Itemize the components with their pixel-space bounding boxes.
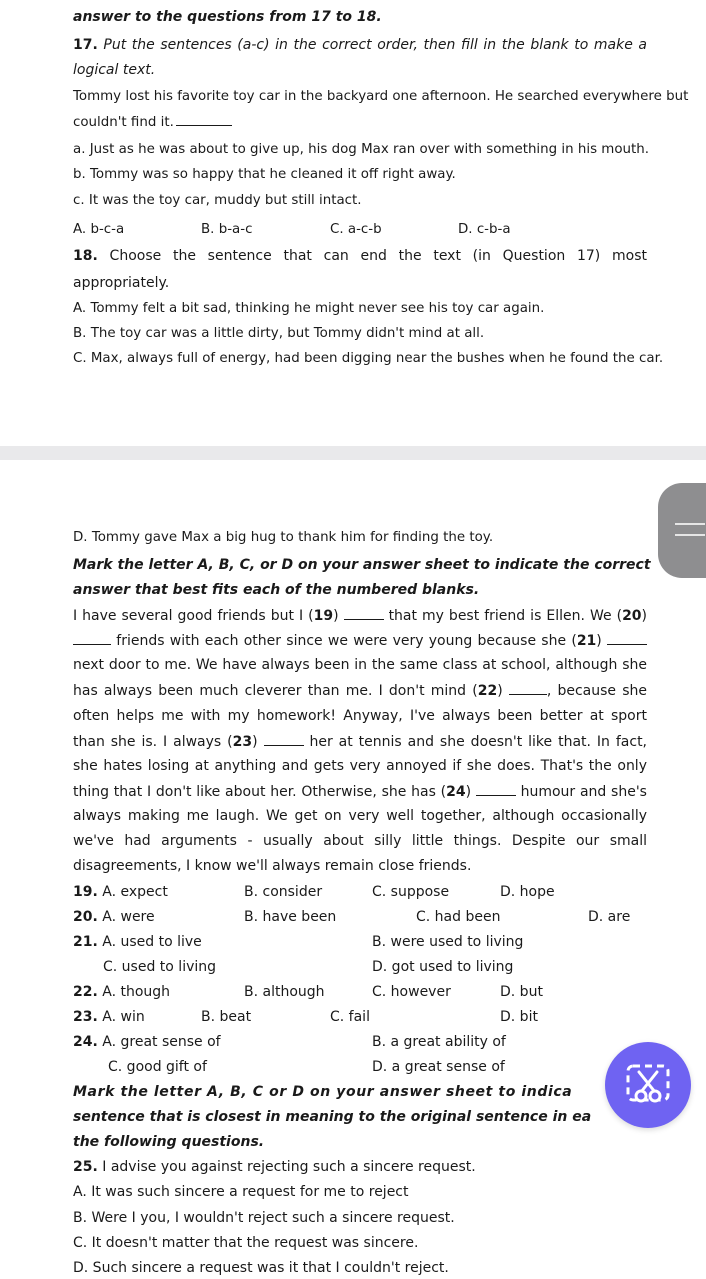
q19-option-d: D. hope	[500, 884, 555, 900]
passage-line: friends with each other since we were very young because she (21)	[73, 632, 647, 649]
page-separator	[0, 446, 706, 460]
q24-option-d: D. a great sense of	[372, 1059, 505, 1075]
passage-line: she hates losing at anything and gets very annoyed if she does. That's the only	[73, 758, 647, 774]
q23-number: 23. A. win	[73, 1009, 145, 1025]
scroll-handle[interactable]	[658, 483, 706, 578]
q25-option-a: A. It was such sincere a request for me to reject	[73, 1184, 409, 1200]
q24-option-a: A. great sense of	[102, 1034, 221, 1050]
q17-option-c: C. a-c-b	[330, 222, 382, 237]
instructions-2-line-3: the following questions.	[73, 1134, 265, 1150]
q20-option-a: A. were	[102, 909, 155, 925]
passage-line: thing that I don't like about her. Otherwise, she has (24) humour and she's	[73, 784, 647, 800]
instructions-1-line-2: answer that best fits each of the numbered blanks.	[73, 582, 480, 598]
q17-prompt-cont: logical text.	[73, 62, 156, 78]
q25-prompt	[73, 1159, 476, 1175]
q19-option-c: C. suppose	[372, 884, 450, 900]
q20-option-c: C. had been	[416, 909, 501, 925]
q25-stem: I advise you against rejecting such a sincere request.	[102, 1159, 476, 1175]
story-line-2: couldn't find it.	[73, 113, 232, 130]
heading: answer to the questions from 17 to 18.	[73, 9, 382, 25]
q21-option-c: C. used to living	[103, 959, 217, 975]
q22-number: 22. A. though	[73, 984, 171, 1000]
q17-option-a: A. b-c-a	[73, 222, 125, 237]
blank-22	[509, 682, 547, 695]
q21-number: 21. A. used to live	[73, 934, 202, 950]
q23-option-c: C. fail	[330, 1009, 370, 1025]
q17-prompt	[73, 37, 647, 53]
q17-number: 17.	[73, 37, 98, 53]
q25-number: 25.	[73, 1159, 98, 1175]
q18-option-c: C. Max, always full of energy, had been digging near the bushes when he found the car.	[73, 351, 664, 366]
q23-option-d: D. bit	[500, 1009, 538, 1025]
sentence-a: a. Just as he was about to give up, his dog Max ran over with something in his mouth.	[73, 142, 650, 157]
q18-prompt-cont: appropriately.	[73, 275, 170, 291]
q19-option-b: B. consider	[244, 884, 323, 900]
q21-option-b: B. were used to living	[372, 934, 524, 950]
q21-option-a: A. used to live	[102, 934, 202, 950]
q22-option-d: D. but	[500, 984, 543, 1000]
blank-19	[344, 607, 384, 620]
q19-number: 19. A. expect	[73, 884, 168, 900]
q20-option-b: B. have been	[244, 909, 337, 925]
story-blank	[176, 113, 232, 126]
passage-line: has always been much cleverer than me. I don't mind (22) , because she	[73, 683, 647, 699]
sentence-b: b. Tommy was so happy that he cleaned it off right away.	[73, 167, 456, 182]
q24-number: 24. A. great sense of	[73, 1034, 221, 1050]
q20-number: 20. A. were	[73, 909, 155, 925]
q18-option-d: D. Tommy gave Max a big hug to thank him for finding the toy.	[73, 530, 494, 545]
story-line-1: Tommy lost his favorite toy car in the backyard one afternoon. He searched everywhere but	[73, 89, 689, 104]
q22-option-b: B. although	[244, 984, 325, 1000]
page-top	[0, 0, 706, 446]
q17-text: Put the sentences (a-c) in the correct order, then fill in the blank to make a	[103, 37, 647, 53]
q17-option-d: D. c-b-a	[458, 222, 511, 237]
q25-option-d: D. Such sincere a request was it that I couldn't reject.	[73, 1260, 449, 1276]
passage-line: than she is. I always (23) her at tennis and she doesn't like that. In fact,	[73, 734, 648, 750]
blank-23	[264, 733, 304, 746]
q25-option-b: B. Were I you, I wouldn't reject such a sincere request.	[73, 1210, 455, 1226]
passage-line: often helps me with my homework! Anyway, I've always been better at sport	[73, 708, 647, 724]
q22-option-c: C. however	[372, 984, 451, 1000]
q18-text: Choose the sentence that can end the text (in Question 17) most	[109, 248, 647, 264]
q18-number: 18.	[73, 248, 98, 264]
q18-prompt	[73, 248, 647, 264]
blank-20	[73, 632, 111, 645]
q23-option-b: B. beat	[201, 1009, 252, 1025]
passage-line: always making me laugh. We get on very well together, although occasionally	[73, 808, 647, 824]
passage-line: I have several good friends but I (19) that my best friend is Ellen. We (20)	[73, 608, 648, 624]
instructions-2-line-2: sentence that is closest in meaning to the original sentence in ea	[73, 1109, 592, 1125]
sentence-c: c. It was the toy car, muddy but still intact.	[73, 193, 362, 208]
q24-option-c: C. good gift of	[108, 1059, 207, 1075]
q18-option-b: B. The toy car was a little dirty, but Tommy didn't mind at all.	[73, 326, 485, 341]
blank-24	[476, 783, 516, 796]
q21-option-d: D. got used to living	[372, 959, 514, 975]
q25-option-c: C. It doesn't matter that the request was sincere.	[73, 1235, 419, 1251]
instructions-1-line-1: Mark the letter A, B, C, or D on your answer sheet to indicate the correct	[73, 557, 651, 573]
passage-line: next door to me. We have always been in the same class at school, although she	[73, 657, 647, 673]
q23-option-a: A. win	[102, 1009, 145, 1025]
passage-line: we've had arguments - usually about silly little things. Despite our small	[73, 833, 647, 849]
q20-option-d: D. are	[588, 909, 631, 925]
q17-option-b: B. b-a-c	[201, 222, 253, 237]
q19-option-a: A. expect	[102, 884, 168, 900]
screenshot-capture-button[interactable]	[605, 1042, 691, 1128]
instructions-2-line-1: Mark the letter A, B, C or D on your answer sheet to indica	[73, 1084, 573, 1100]
passage-line: disagreements, I know we'll always remain close friends.	[73, 858, 472, 874]
q24-option-b: B. a great ability of	[372, 1034, 506, 1050]
q18-option-a: A. Tommy felt a bit sad, thinking he might never see his toy car again.	[73, 301, 545, 316]
q22-option-a: A. though	[102, 984, 171, 1000]
blank-21	[607, 632, 647, 645]
